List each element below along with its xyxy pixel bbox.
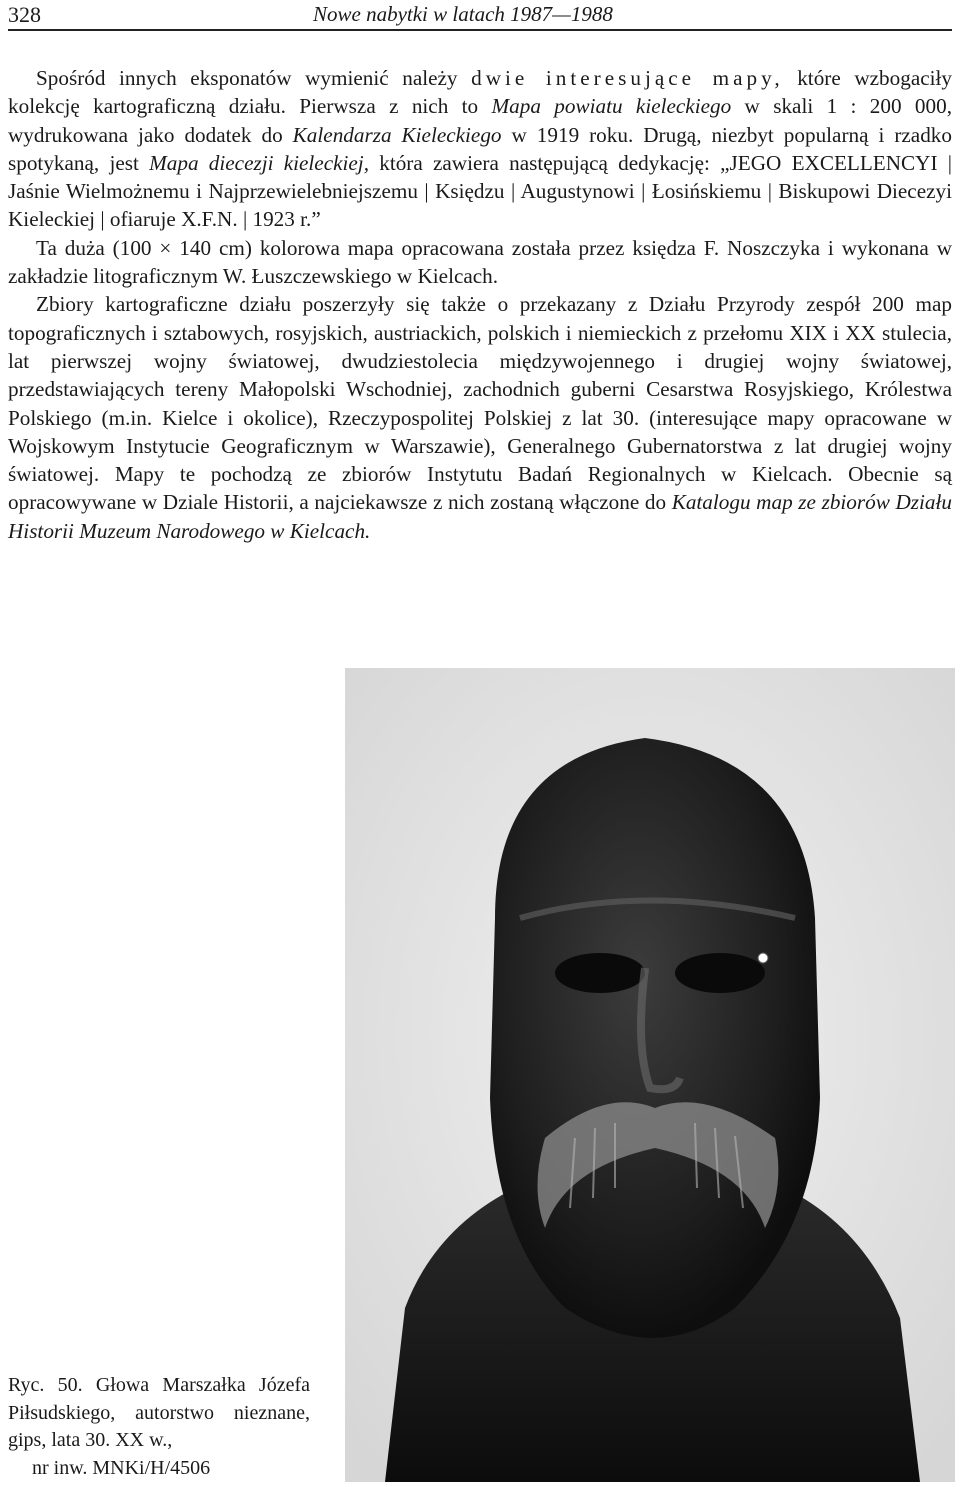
catalogue-title: Katalogu map ze zbiorów Działu Historii Muzeum Narodowego w Kielcach. (8, 490, 953, 543)
bust-image (345, 668, 955, 1482)
paragraph-map-description: Ta duża (100 × 140 cm) kolorowa mapa opracowana została przez księdza F. Noszczyka i wykonana w zakładzie litograficznym W. Łuszczewskiego w Kielcach. (8, 235, 952, 289)
dedication-text: która zawiera następującą dedykację: „JEGO EXCELLENCYI | Jaśnie Wielmożnemu i Najprzewielebniejszemu | Księdzu | Augustynowi | Łosińskiemu | Biskupowi Diecezyi Kieleckiej | ofiaruje X.F.N. | 1923 r.” (8, 150, 952, 232)
map-title: Mapa powiatu kieleckiego (491, 94, 732, 119)
caption-text: Ryc. 50. Głowa Marszałka Józefa Piłsudskiego, autorstwo nieznane, gips, lata 30. XX w., (8, 1374, 310, 1451)
text-run: Spośród innych eksponatów wymienić należy (36, 66, 472, 90)
header-rule (8, 29, 952, 31)
text-run: w skali 1 : 200 000, wydrukowana jako dodatek do (8, 94, 952, 147)
page-header (8, 0, 952, 30)
text-run: Zbiory kartograficzne działu poszerzyły się także o przekazany z Działu Przyrody zespół 200 map topograficznych i sztabowych, rosyjskich, austriackich, polskich i niemieckich z przełomu XIX i XX stulecia, lat pierwszej wojny światowej, dwudziestolecia międzywojennego i drugiej wojny światowej, przedstawiających tereny Małopolski Wschodniej, zachodnich guberni Cesarstwa Rosyjskiego, Królestwa Polskiego (m.in. Kielce i okolice), Rzeczypospolitej Polskiej z lat 30. (interesujące mapy opracowane w Wojskowym Instytucie Geograficznym w Warszawie), Generalnego Gubernatorstwa z lat drugiej wojny światowej. Mapy te pochodzą ze zbiorów Instytutu Badań Regionalnych w Kielcach. Obecnie są opracowywane w Dziale Historii, a najciekawsze z nich zostaną włączone do (8, 292, 952, 515)
diocese-map-title: Mapa diecezji kieleckiej, (149, 150, 369, 175)
calendar-title: Kalendarza Kieleckiego (292, 122, 502, 147)
paragraph-collections (8, 290, 952, 545)
inventory-number: nr inw. MNKi/H/4506 (32, 1456, 211, 1479)
paragraph-maps (8, 64, 952, 234)
running-title: Nowe nabytki w latach 1987—1988 (313, 2, 613, 26)
bust-photograph (345, 668, 955, 1482)
text-run: w 1919 roku. Drugą, niezbyt popularną i rzadko spotykaną, jest (8, 122, 952, 175)
page-number: 328 (8, 2, 41, 27)
text-run: które wzbogaciły kolekcję kartograficzną działu. Pierwsza z nich to (8, 66, 952, 119)
spaced-emphasis: dwie interesujące mapy, (471, 66, 784, 90)
figure-caption (8, 1372, 310, 1482)
body-text (8, 64, 952, 545)
